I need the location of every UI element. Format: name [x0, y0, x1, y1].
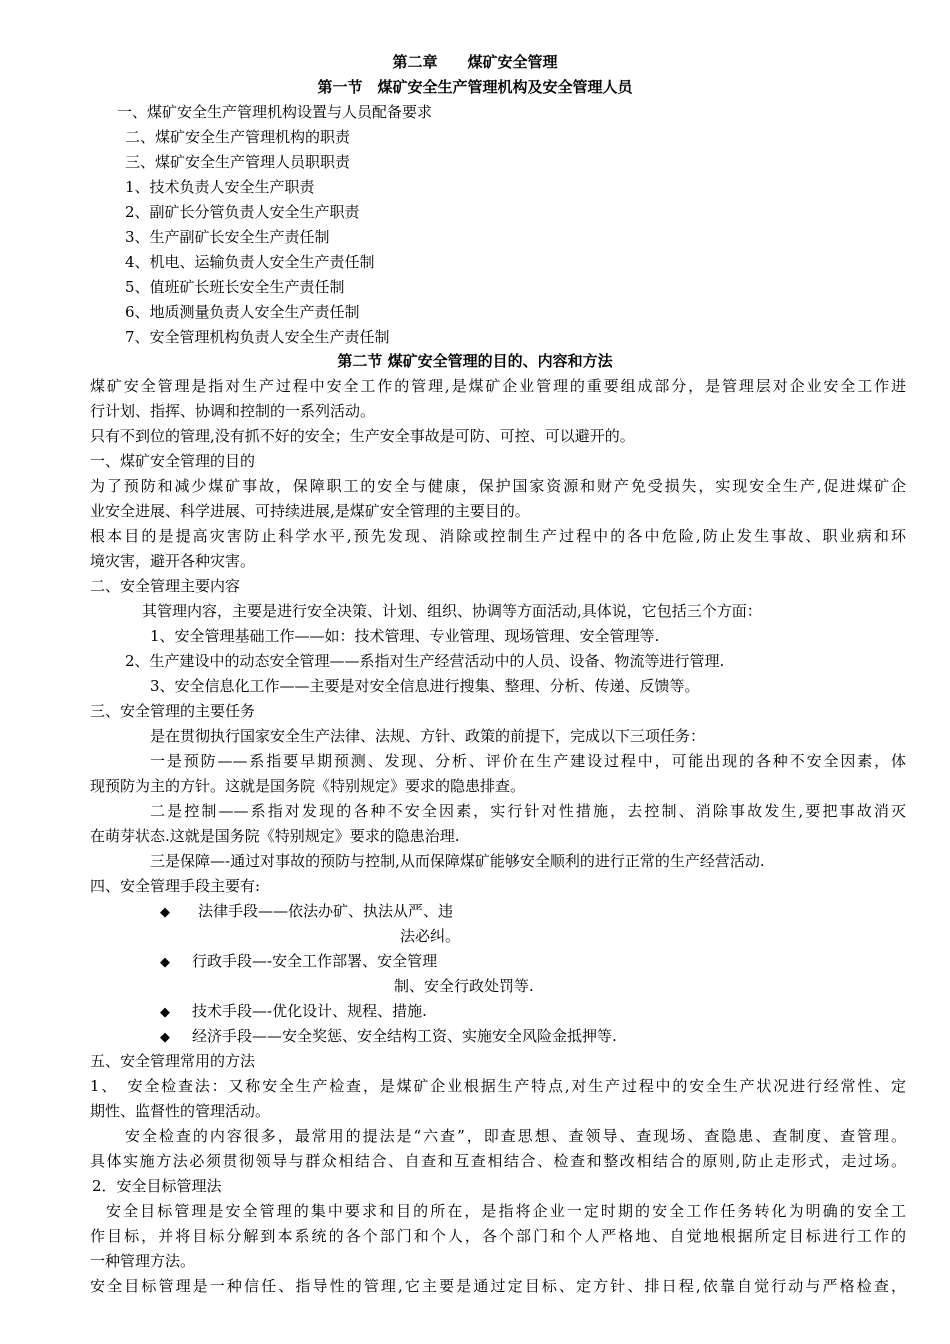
list-item: 二、煤矿安全生产管理机构的职责: [125, 128, 351, 146]
list-item: 6、地质测量负责人安全生产责任制: [125, 303, 360, 321]
paragraph-line: 煤矿安全管理是指对生产过程中安全工作的管理,是煤矿企业管理的重要组成部分，是管理层对企业安全工作进: [90, 377, 906, 395]
list-item: 三、煤矿安全生产管理人员职职责: [125, 153, 351, 171]
list-item: 5、值班矿长班长安全生产责任制: [125, 278, 345, 296]
list-item: 7、安全管理机构负责人安全生产责任制: [125, 328, 390, 346]
list-item: 1、技术负责人安全生产职责: [125, 178, 315, 196]
list-item: 一、煤矿安全生产管理机构设置与人员配备要求: [117, 103, 433, 121]
subsection-heading: 2．安全目标管理法: [92, 1177, 222, 1195]
section-1-title: 第一节 煤矿安全生产管理机构及安全管理人员: [317, 78, 633, 96]
paragraph-line: 根本目的是提高灾害防止科学水平,预先发现、消除或控制生产过程中的各中危险,防止发生事故、职业病和环: [90, 527, 906, 545]
paragraph-line: 其管理内容，主要是进行安全决策、计划、组织、协调等方面活动,具体说，它包括三个方面：: [142, 602, 762, 620]
paragraph-line: 安全检查的内容很多，最常用的提法是“六查”，即查思想、查领导、查现场、查隐患、查制度、查管理。: [125, 1127, 906, 1145]
paragraph-line: 境灾害，避开各种灾害。: [90, 552, 256, 570]
list-item: 4、机电、运输负责人安全生产责任制: [125, 253, 375, 271]
paragraph-line: 业安全进展、科学进展、可持续进展,是煤矿安全管理的主要目的。: [90, 502, 530, 520]
paragraph-line: 现预防为主的方针。这就是国务院《特别规定》要求的隐患排查。: [90, 777, 526, 795]
list-item: 3、生产副矿长安全生产责任制: [125, 228, 330, 246]
list-item: 2、副矿长分管负责人安全生产职责: [125, 203, 360, 221]
subsection-heading: 四、安全管理手段主要有:: [90, 877, 261, 895]
paragraph-line: 安全目标管理是安全管理的集中要求和目的所在，是指将企业一定时期的安全工作任务转化为明确的安全工: [106, 1202, 906, 1220]
paragraph-line: 作目标，并将目标分解到本系统的各个部门和个人，各个部门和个人严格地、自觉地根据所定目标进行工作的: [90, 1227, 906, 1245]
bullet-icon: ◆: [160, 905, 170, 920]
paragraph-line: 为了预防和减少煤矿事故，保障职工的安全与健康，保护国家资源和财产免受损失，实现安全生产,促进煤矿企: [90, 477, 906, 495]
paragraph-line: 三是保障—-通过对事故的预防与控制,从而保障煤矿能够安全顺利的进行正常的生产经营活动.: [150, 852, 765, 870]
section-2-title: 第二节 煤矿安全管理的目的、内容和方法: [337, 352, 613, 370]
bullet-icon: ◆: [160, 955, 170, 970]
subsection-heading: 五、安全管理常用的方法: [90, 1052, 256, 1070]
paragraph-line: 期性、监督性的管理活动。: [90, 1102, 271, 1120]
paragraph-line: 在萌芽状态.这就是国务院《特别规定》要求的隐患治理.: [90, 827, 460, 845]
paragraph-line: 具体实施方法必须贯彻领导与群众相结合、自查和互查相结合、检查和整改相结合的原则,防止走形式，走过场。: [90, 1152, 906, 1170]
bullet-icon: ◆: [160, 1005, 170, 1020]
list-item: 2、生产建设中的动态安全管理——系指对生产经营活动中的人员、设备、物流等进行管理.: [125, 652, 725, 670]
paragraph-line: 二是控制——系指对发现的各种不安全因素，实行针对性措施，去控制、消除事故发生,要把事故消灭: [150, 802, 906, 820]
list-item: 法律手段——依法办矿、执法从严、违: [198, 902, 454, 920]
subsection-heading: 一、煤矿安全管理的目的: [90, 452, 256, 470]
bullet-icon: ◆: [160, 1030, 170, 1045]
paragraph-line: 是在贯彻执行国家安全生产法律、法规、方针、政策的前提下，完成以下三项任务：: [150, 727, 706, 745]
list-item: 3、安全信息化工作——主要是对安全信息进行搜集、整理、分析、传递、反馈等。: [150, 677, 700, 695]
subsection-heading: 三、安全管理的主要任务: [90, 702, 256, 720]
paragraph-line: 只有不到位的管理,没有抓不好的安全；生产安全事故是可防、可控、可以避开的。: [90, 427, 635, 445]
paragraph-line: 1、 安全检查法：又称安全生产检查，是煤矿企业根据生产特点,对生产过程中的安全生产状况进行经常性、定: [90, 1077, 906, 1095]
list-item: 行政手段—-安全工作部署、安全管理: [192, 952, 438, 970]
list-item-continuation: 法必纠。: [400, 927, 461, 945]
list-item: 技术手段—-优化设计、规程、措施.: [192, 1002, 427, 1020]
paragraph-line: 一种管理方法。: [90, 1252, 196, 1270]
paragraph-line: 一是预防——系指要早期预测、发现、分析、评价在生产建设过程中，可能出现的各种不安全因素，体: [150, 752, 906, 770]
list-item-continuation: 制、安全行政处罚等.: [394, 977, 534, 995]
paragraph-line: 行计划、指挥、协调和控制的一系列活动。: [90, 402, 376, 420]
chapter-title: 第二章 煤矿安全管理: [392, 53, 558, 71]
paragraph-line: 安全目标管理是一种信任、指导性的管理,它主要是通过定目标、定方针、排日程,依靠自觉行动与严格检查，: [90, 1277, 906, 1295]
subsection-heading: 二、安全管理主要内容: [90, 577, 241, 595]
list-item: 经济手段——安全奖惩、安全结构工资、实施安全风险金抵押等.: [192, 1027, 617, 1045]
list-item: 1、安全管理基础工作——如：技术管理、专业管理、现场管理、安全管理等.: [150, 627, 660, 645]
